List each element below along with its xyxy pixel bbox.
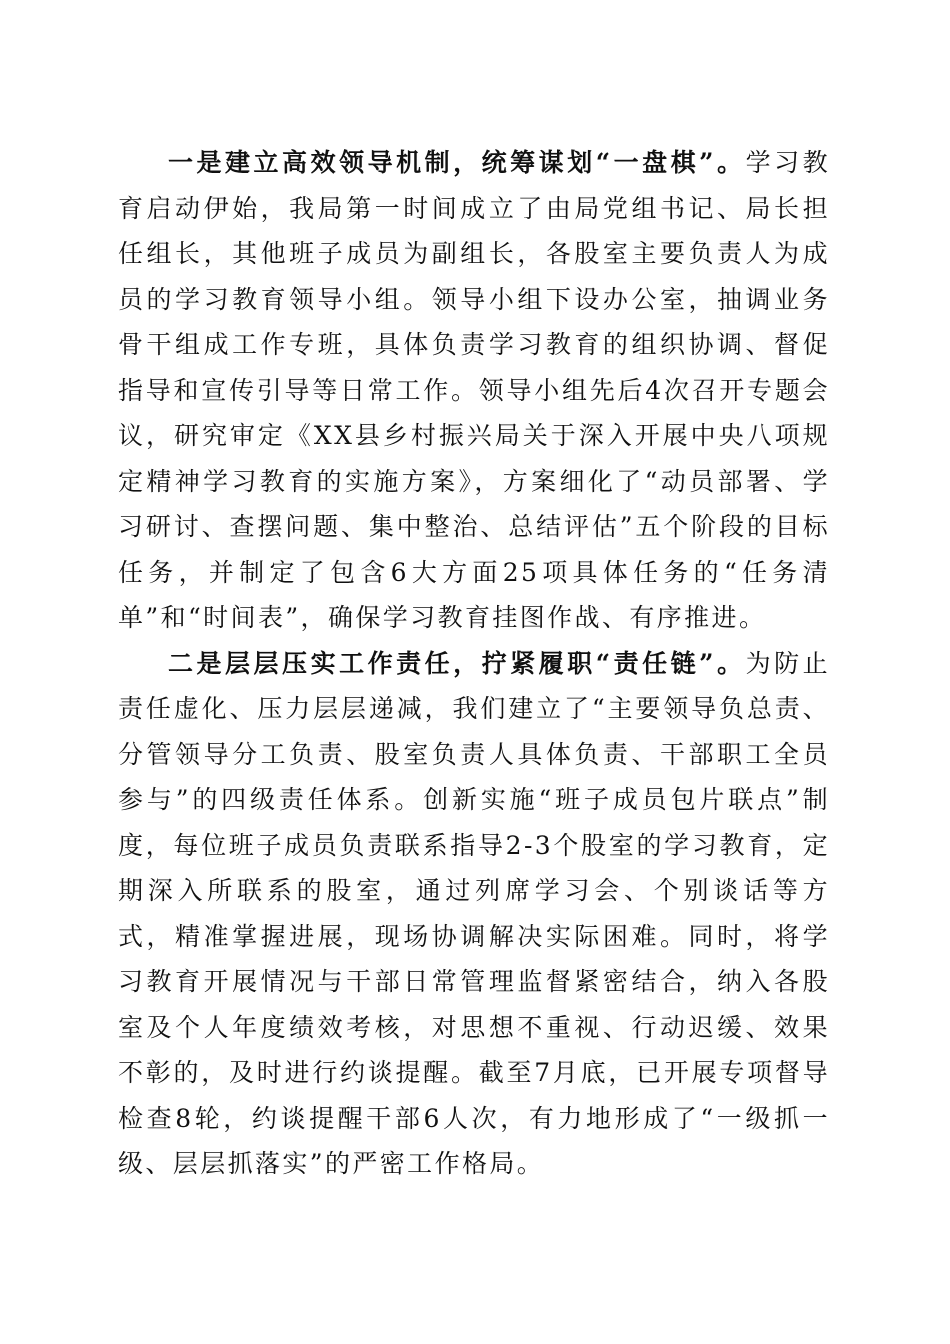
paragraph-text: 学习教育启动伊始，我局第一时间成立了由局党组书记、局长担任组长，其他班子成员为副组长，各股室主要负责人为成员的学习教育领导小组。领导小组下设办公室，抽调业务骨干组成工作专班，具体负责学习教育的组织协调、督促指导和宣传引导等日常工作。领导小组先后4次召开专题会议，研究审定《XX县乡村振兴局关于深入开展中央八项规定精神学习教育的实施方案》，方案细化了“动员部署、学习研讨、查摆问题、集中整治、总结评估”五个阶段的目标任务，并制定了包含6大方面25项具体任务的“任务清单”和“时间表”，确保学习教育挂图作战、有序推进。 — [118, 148, 830, 632]
paragraph-lead: 二是层层压实工作责任，拧紧履职“责任链”。 — [168, 648, 746, 678]
paragraph-responsibility-chain — [118, 641, 830, 1187]
paragraph-leadership-mechanism — [118, 140, 830, 641]
paragraph-lead: 一是建立高效领导机制，统筹谋划“一盘棋”。 — [168, 148, 746, 177]
paragraph-text: 为防止责任虚化、压力层层递减，我们建立了“主要领导负总责、分管领导分工负责、股室负责人具体负责、干部职工全员参与”的四级责任体系。创新实施“班子成员包片联点”制度，每位班子成员负责联系指导2-3个股室的学习教育，定期深入所联系的股室，通过列席学习会、个别谈话等方式，精准掌握进展，现场协调解决实际困难。同时，将学习教育开展情况与干部日常管理监督紧密结合，纳入各股室及个人年度绩效考核，对思想不重视、行动迟缓、效果不彰的，及时进行约谈提醒。截至7月底，已开展专项督导检查8轮，约谈提醒干部6人次，有力地形成了“一级抓一级、层层抓落实”的严密工作格局。 — [118, 648, 830, 1178]
document-body — [118, 140, 830, 1187]
